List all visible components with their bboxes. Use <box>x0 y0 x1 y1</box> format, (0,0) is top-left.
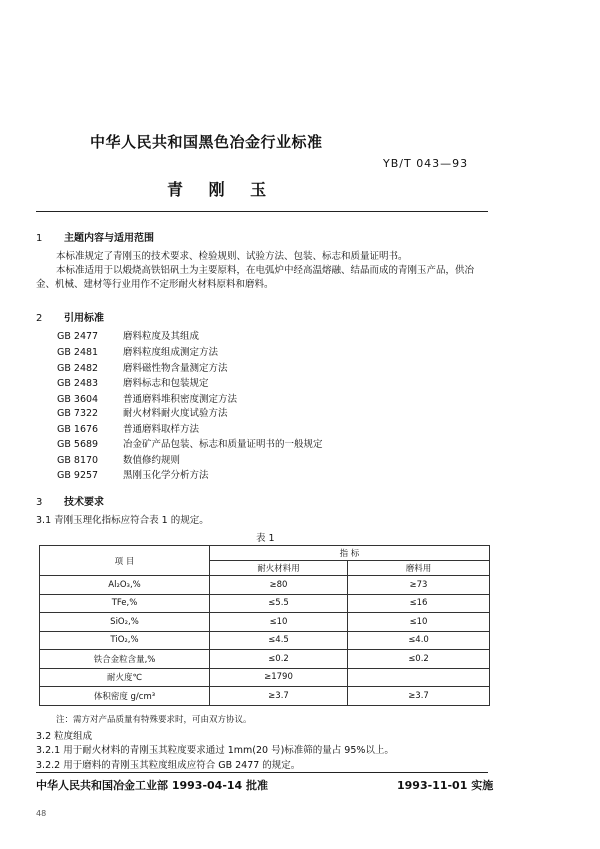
section-3-number: 3 <box>36 497 43 508</box>
ref-item <box>57 393 237 406</box>
cell-item: Al₂O₃,% <box>40 576 210 595</box>
table-header-refractory: 耐火材料用 <box>210 561 348 576</box>
cell-abrasive: ≤4.0 <box>348 631 490 650</box>
header-divider <box>36 211 488 212</box>
industry-standard-heading: 中华人民共和国黑色冶金行业标准 <box>90 133 323 151</box>
cell-abrasive: ≤16 <box>348 594 490 613</box>
cell-item: 耐火度℃ <box>40 668 210 687</box>
ref-code: GB 2481 <box>57 347 99 358</box>
ref-code: GB 1676 <box>57 424 99 435</box>
clause-3-1: 3.1 青刚玉理化指标应符合表 1 的规定。 <box>36 515 209 526</box>
cell-item: TFe,% <box>40 594 210 613</box>
table-row <box>40 576 490 595</box>
ref-name: 磨料标志和包装规定 <box>123 378 209 389</box>
ref-code: GB 8170 <box>57 455 99 466</box>
table-header-abrasive: 磨料用 <box>348 561 490 576</box>
cell-item: 体积密度 g/cm³ <box>40 687 210 706</box>
standard-number: YB/T 043—93 <box>383 157 469 170</box>
cell-abrasive: ≥3.7 <box>348 687 490 706</box>
approval-text: 中华人民共和国冶金工业部 1993-04-14 批准 <box>36 779 269 792</box>
ref-name: 黑刚玉化学分析方法 <box>123 470 209 481</box>
ref-name: 磨料粒度组成测定方法 <box>123 347 219 358</box>
ref-name: 数值修约规则 <box>123 455 181 466</box>
section-1-para-1: 本标准规定了青刚玉的技术要求、检验规则、试验方法、包装、标志和质量证明书。 <box>56 251 408 262</box>
section-2-number: 2 <box>36 313 43 324</box>
ref-code: GB 5689 <box>57 439 99 450</box>
cell-refractory: ≤4.5 <box>210 631 348 650</box>
cell-refractory: ≥1790 <box>210 668 348 687</box>
ref-name: 普通磨料堆积密度测定方法 <box>123 394 238 405</box>
ref-name: 耐火材料耐火度试验方法 <box>123 408 228 419</box>
cell-abrasive: ≥73 <box>348 576 490 595</box>
ref-code: GB 2482 <box>57 363 99 374</box>
table-caption: 表 1 <box>256 533 275 544</box>
clause-3-2-1: 3.2.1 用于耐火材料的青刚玉其粒度要求通过 1mm(20 号)标准筛的量占 95%以上。 <box>36 745 394 756</box>
ref-code: GB 7322 <box>57 408 99 419</box>
cell-refractory: ≤5.5 <box>210 594 348 613</box>
table-row <box>40 594 490 613</box>
table-header-item: 项 目 <box>40 546 210 576</box>
ref-item <box>57 330 199 343</box>
ref-code: GB 2483 <box>57 378 99 389</box>
table-row <box>40 687 490 706</box>
section-1-title: 主题内容与适用范围 <box>64 233 154 244</box>
section-2-heading <box>36 309 104 324</box>
ref-item <box>57 407 228 420</box>
table-1 <box>39 545 490 706</box>
ref-name: 冶金矿产品包装、标志和质量证明书的一般规定 <box>123 439 323 450</box>
clause-3-2: 3.2 粒度组成 <box>36 731 93 742</box>
cell-refractory: ≤0.2 <box>210 650 348 669</box>
ref-name: 磨料磁性物含量测定方法 <box>123 363 228 374</box>
ref-code: GB 9257 <box>57 470 99 481</box>
ref-item <box>57 346 218 359</box>
table-row <box>40 631 490 650</box>
page-number: 48 <box>36 809 47 818</box>
cell-refractory: ≤10 <box>210 613 348 632</box>
ref-code: GB 2477 <box>57 331 99 342</box>
cell-item: SiO₂,% <box>40 613 210 632</box>
table-row <box>40 650 490 669</box>
section-3-title: 技术要求 <box>64 497 104 508</box>
ref-item <box>57 362 228 375</box>
table-header-index: 指 标 <box>210 546 490 561</box>
section-1-para-2: 本标准适用于以煅烧高铁铝矾土为主要原料，在电弧炉中经高温熔融、结晶而成的青刚玉产品，供冶金、机械、建材等行业用作不定形耐火材料原料和磨料。 <box>36 265 475 290</box>
cell-item: TiO₂,% <box>40 631 210 650</box>
section-2-title: 引用标准 <box>64 313 104 324</box>
ref-item <box>57 377 209 390</box>
cell-abrasive: ≤10 <box>348 613 490 632</box>
table-row <box>40 668 490 687</box>
cell-refractory: ≥80 <box>210 576 348 595</box>
table-row <box>40 613 490 632</box>
ref-item <box>57 423 199 436</box>
ref-code: GB 3604 <box>57 394 99 405</box>
cell-abrasive <box>348 668 490 687</box>
cell-abrasive: ≤0.2 <box>348 650 490 669</box>
table-note: 注：需方对产品质量有特殊要求时，可由双方协议。 <box>56 715 252 725</box>
clause-3-2-2: 3.2.2 用于磨料的青刚玉其粒度组成应符合 GB 2477 的规定。 <box>36 760 301 771</box>
section-3-heading <box>36 493 104 508</box>
cell-item: 铁合金粒含量,% <box>40 650 210 669</box>
document-title: 青 刚 玉 <box>167 180 277 199</box>
implementation-date: 1993-11-01 实施 <box>397 779 494 792</box>
section-1-heading <box>36 229 154 244</box>
section-1-number: 1 <box>36 233 43 244</box>
ref-name: 普通磨料取样方法 <box>123 424 200 435</box>
cell-refractory: ≥3.7 <box>210 687 348 706</box>
ref-item <box>57 469 209 482</box>
ref-item <box>57 454 180 467</box>
ref-item <box>57 438 323 451</box>
footer-divider <box>36 772 488 773</box>
ref-name: 磨料粒度及其组成 <box>123 331 200 342</box>
